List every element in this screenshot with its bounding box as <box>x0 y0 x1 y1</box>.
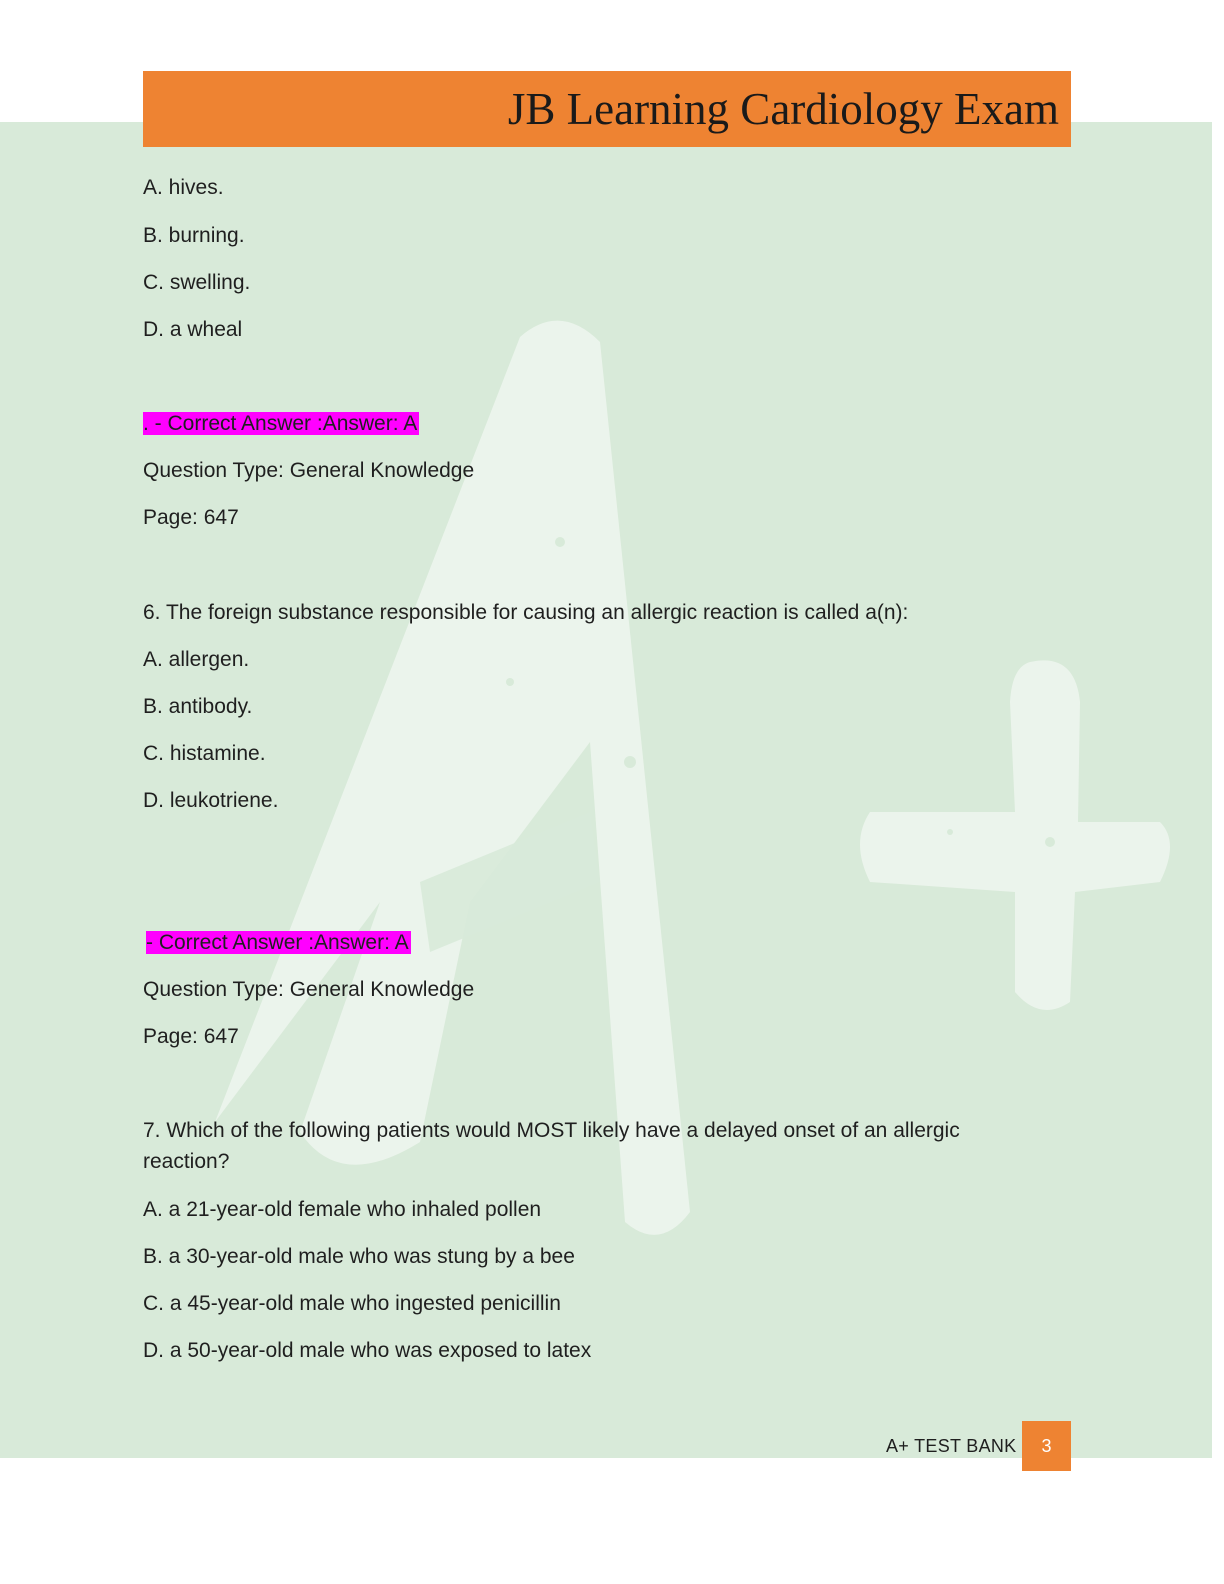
q6-option-b: B. antibody. <box>143 695 253 718</box>
q6-option-c: C. histamine. <box>143 742 266 765</box>
page-number: 3 <box>1022 1421 1071 1471</box>
q5-correct-answer <box>143 410 419 438</box>
q5-option-d: D. a wheal <box>143 318 243 341</box>
q6-page: Page: 647 <box>143 1025 239 1048</box>
q6-question-type: Question Type: General Knowledge <box>143 978 475 1001</box>
q5-option-a: A. hives. <box>143 176 224 199</box>
q7-question-text-line2: reaction? <box>143 1150 230 1173</box>
q7-option-b: B. a 30-year-old male who was stung by a bee <box>143 1245 575 1268</box>
footer-label: A+ TEST BANK <box>886 1436 1017 1456</box>
q5-page: Page: 647 <box>143 506 239 529</box>
q5-option-b: B. burning. <box>143 224 245 247</box>
q5-option-c: C. swelling. <box>143 271 251 294</box>
q7-option-a: A. a 21-year-old female who inhaled pollen <box>143 1198 542 1221</box>
answer-highlight: . - Correct Answer :Answer: A <box>143 412 418 435</box>
q6-question-text: 6. The foreign substance responsible for causing an allergic reaction is called a(n): <box>143 601 909 624</box>
q6-option-d: D. leukotriene. <box>143 789 279 812</box>
document-title: JB Learning Cardiology Exam <box>507 84 1059 134</box>
q7-question-text-line1: 7. Which of the following patients would MOST likely have a delayed onset of an allergic <box>143 1119 960 1142</box>
q7-option-c: C. a 45-year-old male who ingested penicillin <box>143 1292 561 1315</box>
answer-highlight: - Correct Answer :Answer: A <box>146 931 409 954</box>
q6-option-a: A. allergen. <box>143 648 250 671</box>
header-bar <box>143 71 1071 147</box>
q7-option-d: D. a 50-year-old male who was exposed to latex <box>143 1339 592 1362</box>
q6-correct-answer <box>146 929 411 957</box>
q5-question-type: Question Type: General Knowledge <box>143 459 475 482</box>
